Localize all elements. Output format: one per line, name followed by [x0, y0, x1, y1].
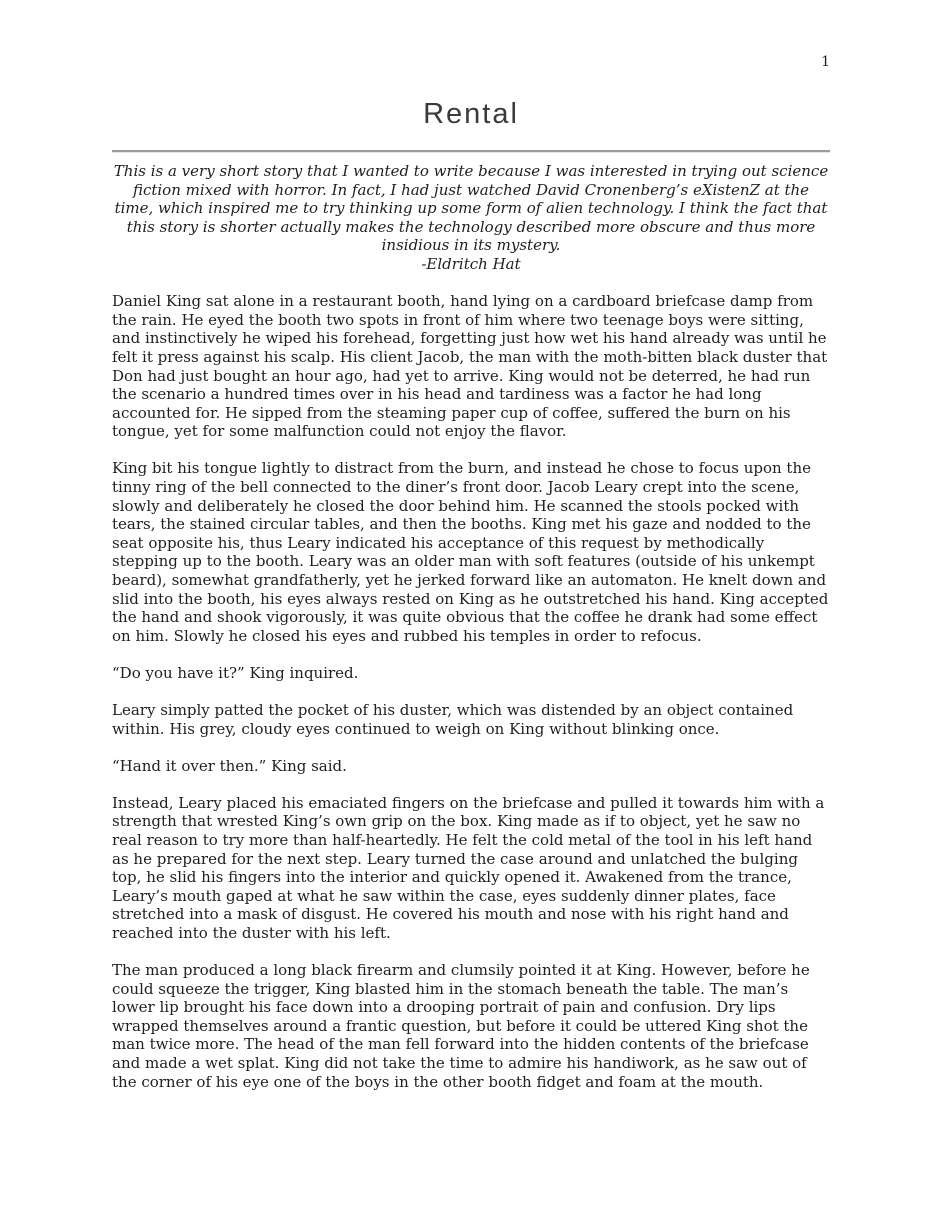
author-signature: -Eldritch Hat: [421, 255, 521, 274]
story-paragraph: Daniel King sat alone in a restaurant booth, hand lying on a cardboard briefcase damp from the rain. He eyed the booth two spots in front of him where two teenage boys were sitting, and instinctively he wiped his forehead, forgetting just how wet his hand already was until he felt it press against his scalp. His client Jacob, the man with the moth-bitten black duster that Don had just bought an hour ago, had yet to arrive. King would not be deterred, he had run the scenario a hundred times over in his head and tardiness was a factor he had long accounted for. He sipped from the steaming paper cup of coffee, suffered the burn on his tongue, yet for some malfunction could not enjoy the flavor.: [112, 292, 828, 441]
page-title: Rental: [423, 97, 519, 130]
story-body: [112, 292, 830, 1091]
title-divider: [112, 150, 830, 153]
page-number: 1: [821, 54, 830, 70]
foreword: [112, 162, 830, 274]
story-paragraph: The man produced a long black firearm and clumsily pointed it at King. However, before he could squeeze the trigger, King blasted him in the stomach beneath the table. The man’s lower lip brought his face down into a drooping portrait of pain and confusion. Dry lips wrapped themselves around a frantic question, but before it could be uttered King shot the man twice more. The head of the man fell forward into the hidden contents of the briefcase and made a wet splat. King did not take the time to admire his handiwork, as he saw out of the corner of his eye one of the boys in the other booth fidget and foam at the mouth.: [112, 960, 810, 1091]
story-paragraph: King bit his tongue lightly to distract from the burn, and instead he chose to focus upon the tinny ring of the bell connected to the diner’s front door. Jacob Leary crept into the scene, slowly and deliberately he closed the door behind him. He scanned the stools pocked with tears, the stained circular tables, and then the booths. King met his gaze and nodded to the seat opposite his, thus Leary indicated his acceptance of this request by methodically stepping up to the booth. Leary was an older man with soft features (outside of his unkempt beard), somewhat grandfatherly, yet he jerked forward like an automaton. He knelt down and slid into the booth, his eyes always rested on King as he outstretched his hand. King accepted the hand and shook vigorously, it was quite obvious that the coffee he drank had some effect on him. Slowly he closed his eyes and rubbed his temples in order to refocus.: [112, 459, 829, 645]
story-paragraph: Instead, Leary placed his emaciated fingers on the briefcase and pulled it towards him with a strength that wrested King’s own grip on the box. King made as if to object, yet he saw no real reason to try more than half-heartedly. He felt the cold metal of the tool in his left hand as he prepared for the next step. Leary turned the case around and unlatched the bulging top, he slid his fingers into the interior and quickly opened it. Awakened from the trance, Leary’s mouth gaped at what he saw within the case, eyes suddenly dinner plates, face stretched into a mask of disgust. He covered his mouth and nose with his right hand and reached into the duster with his left.: [112, 793, 825, 942]
story-paragraph: “Hand it over then.” King said.: [112, 756, 347, 775]
foreword-text: This is a very short story that I wanted to write because I was interested in trying out science fiction mixed with horror. In fact, I had just watched David Cronenberg’s eXistenZ at the time, which inspired me to try thinking up some form of alien technology. I think the fact that this story is shorter actually makes the technology described more obscure and thus more insidious in its mystery.: [113, 162, 829, 255]
story-paragraph: Leary simply patted the pocket of his duster, which was distended by an object contained within. His grey, cloudy eyes continued to weigh on King without blinking once.: [112, 700, 794, 738]
story-paragraph: “Do you have it?” King inquired.: [112, 663, 359, 682]
